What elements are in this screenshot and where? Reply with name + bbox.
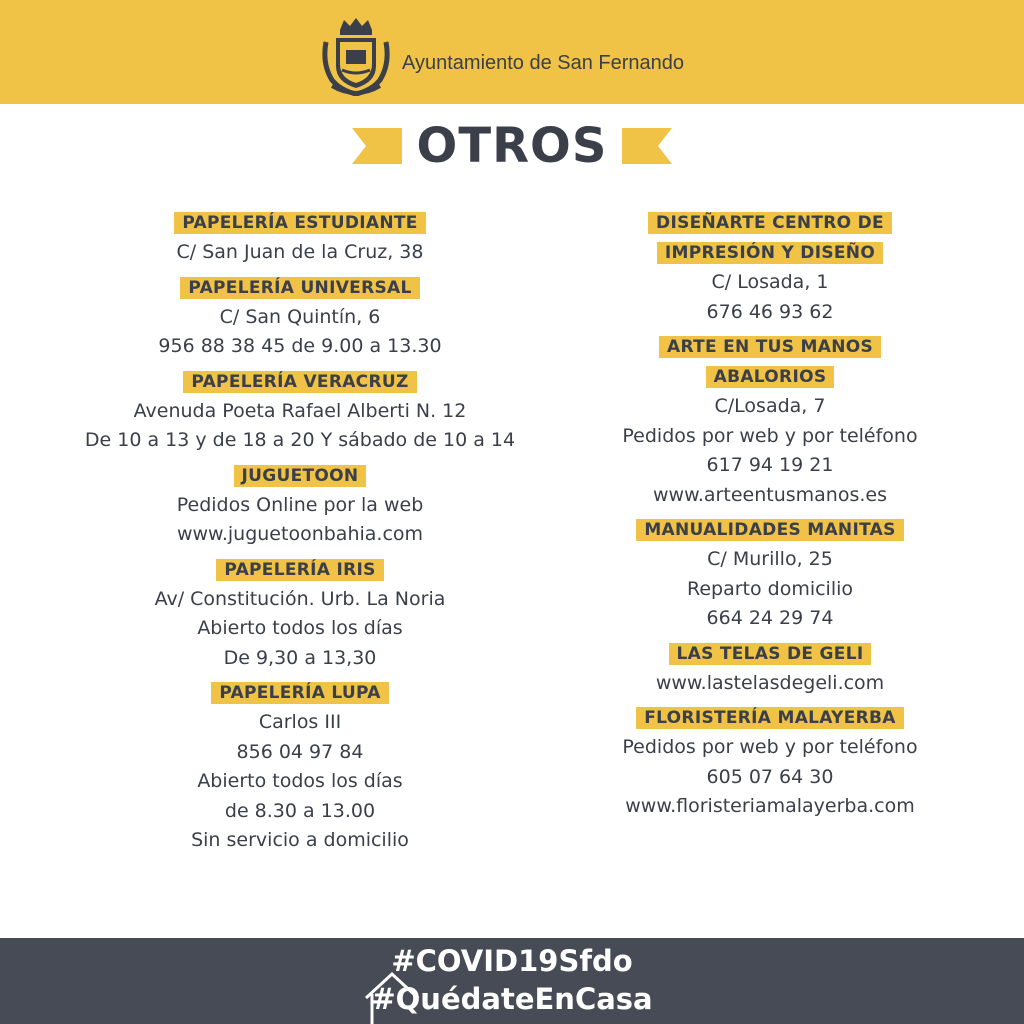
shop-detail-line: 676 46 93 62 bbox=[706, 300, 834, 323]
shop-entry bbox=[70, 559, 530, 674]
shop-name-highlight: ABALORIOS bbox=[706, 366, 835, 388]
shop-name bbox=[540, 212, 1000, 268]
page-title: OTROS bbox=[416, 118, 608, 174]
shop-name bbox=[540, 336, 1000, 392]
shop-entry bbox=[540, 336, 1000, 510]
shop-detail-line: Carlos III bbox=[258, 711, 342, 733]
shop-name-highlight: PAPELERÍA ESTUDIANTE bbox=[174, 212, 425, 234]
shop-detail-line: C/ Murillo, 25 bbox=[707, 548, 833, 570]
shop-detail-line: De 9,30 a 13,30 bbox=[223, 646, 377, 669]
shop-detail-line: Abierto todos los días bbox=[197, 617, 403, 639]
shop-detail-line: www.juguetoonbahia.com bbox=[176, 523, 424, 545]
shop-name-highlight: FLORISTERÍA MALAYERBA bbox=[636, 707, 904, 729]
shop-name-highlight: PAPELERÍA IRIS bbox=[216, 559, 383, 581]
shop-detail-line: 956 88 38 45 de 9.00 a 13.30 bbox=[158, 335, 442, 357]
shop-entry bbox=[70, 465, 530, 550]
shop-detail-line: C/Losada, 7 bbox=[714, 395, 826, 417]
shop-detail-line: Pedidos por web y por teléfono bbox=[622, 736, 918, 758]
shop-entry bbox=[70, 277, 530, 362]
shop-detail-line: 605 07 64 30 bbox=[706, 765, 834, 788]
shop-detail-line: C/ Losada, 1 bbox=[711, 271, 829, 293]
left-listing-column bbox=[70, 212, 530, 865]
shop-detail-line: 664 24 29 74 bbox=[706, 607, 834, 629]
shop-entry bbox=[70, 212, 530, 268]
organization-name: Ayuntamiento de San Fernando bbox=[402, 52, 685, 74]
shop-detail-line: 617 94 19 21 bbox=[706, 454, 834, 476]
shop-name-highlight: DISEÑARTE CENTRO DE bbox=[648, 212, 892, 234]
shop-detail-line: Pedidos Online por la web bbox=[176, 493, 424, 516]
shop-detail-line: C/ San Juan de la Cruz, 38 bbox=[176, 241, 424, 263]
shop-entry bbox=[540, 643, 1000, 699]
hashtag-covid: #COVID19Sfdo bbox=[391, 944, 633, 978]
shop-name bbox=[70, 371, 530, 397]
shop-detail-line: 856 04 97 84 bbox=[236, 740, 364, 763]
shop-entry bbox=[540, 212, 1000, 327]
shop-name-highlight: PAPELERÍA UNIVERSAL bbox=[180, 277, 419, 299]
shop-entry bbox=[540, 707, 1000, 822]
shop-entry bbox=[70, 371, 530, 456]
shop-name-highlight: PAPELERÍA VERACRUZ bbox=[183, 371, 416, 393]
shop-entry bbox=[70, 682, 530, 856]
footer-bar bbox=[0, 938, 1024, 1024]
hashtag-stay-home: #QuédateEnCasa bbox=[371, 982, 653, 1016]
shop-detail-line: de 8.30 a 13.00 bbox=[224, 799, 376, 822]
shop-name bbox=[540, 643, 1000, 669]
shop-name bbox=[70, 559, 530, 585]
shop-name bbox=[70, 682, 530, 708]
shop-detail-line: Sin servicio a domicilio bbox=[191, 829, 409, 851]
shop-name-highlight: MANUALIDADES MANITAS bbox=[636, 519, 903, 541]
shop-name bbox=[70, 277, 530, 303]
coat-of-arms-logo bbox=[318, 16, 394, 96]
shop-name bbox=[70, 465, 530, 491]
shop-name-highlight: LAS TELAS DE GELI bbox=[669, 643, 872, 665]
shop-name-highlight: JUGUETOON bbox=[234, 465, 367, 487]
shop-detail-line: C/ San Quintín, 6 bbox=[219, 305, 381, 328]
shop-name bbox=[70, 212, 530, 238]
title-banner bbox=[0, 110, 1024, 180]
shop-detail-line: www.arteentusmanos.es bbox=[653, 483, 887, 506]
shop-detail-line: www.floristeriamalayerba.com bbox=[625, 795, 915, 817]
shop-detail-line: Abierto todos los días bbox=[197, 770, 403, 792]
shop-name-highlight: PAPELERÍA LUPA bbox=[211, 682, 388, 704]
header-bar bbox=[0, 0, 1024, 104]
right-listing-column bbox=[540, 212, 1000, 831]
shop-detail-line: Av/ Constitución. Urb. La Noria bbox=[154, 587, 446, 610]
shop-detail-line: De 10 a 13 y de 18 a 20 Y sábado de 10 a 14 bbox=[84, 429, 516, 451]
shop-name-highlight: ARTE EN TUS MANOS bbox=[659, 336, 881, 358]
shop-detail-line: www.lastelasdegeli.com bbox=[655, 671, 885, 694]
shop-name bbox=[540, 707, 1000, 733]
shop-name-highlight: IMPRESIÓN Y DISEÑO bbox=[657, 242, 883, 264]
shop-name bbox=[540, 519, 1000, 545]
shop-entry bbox=[540, 519, 1000, 634]
shop-detail-line: Reparto domicilio bbox=[686, 577, 854, 600]
shop-detail-line: Avenuda Poeta Rafael Alberti N. 12 bbox=[133, 399, 467, 422]
shop-detail-line: Pedidos por web y por teléfono bbox=[622, 424, 918, 447]
